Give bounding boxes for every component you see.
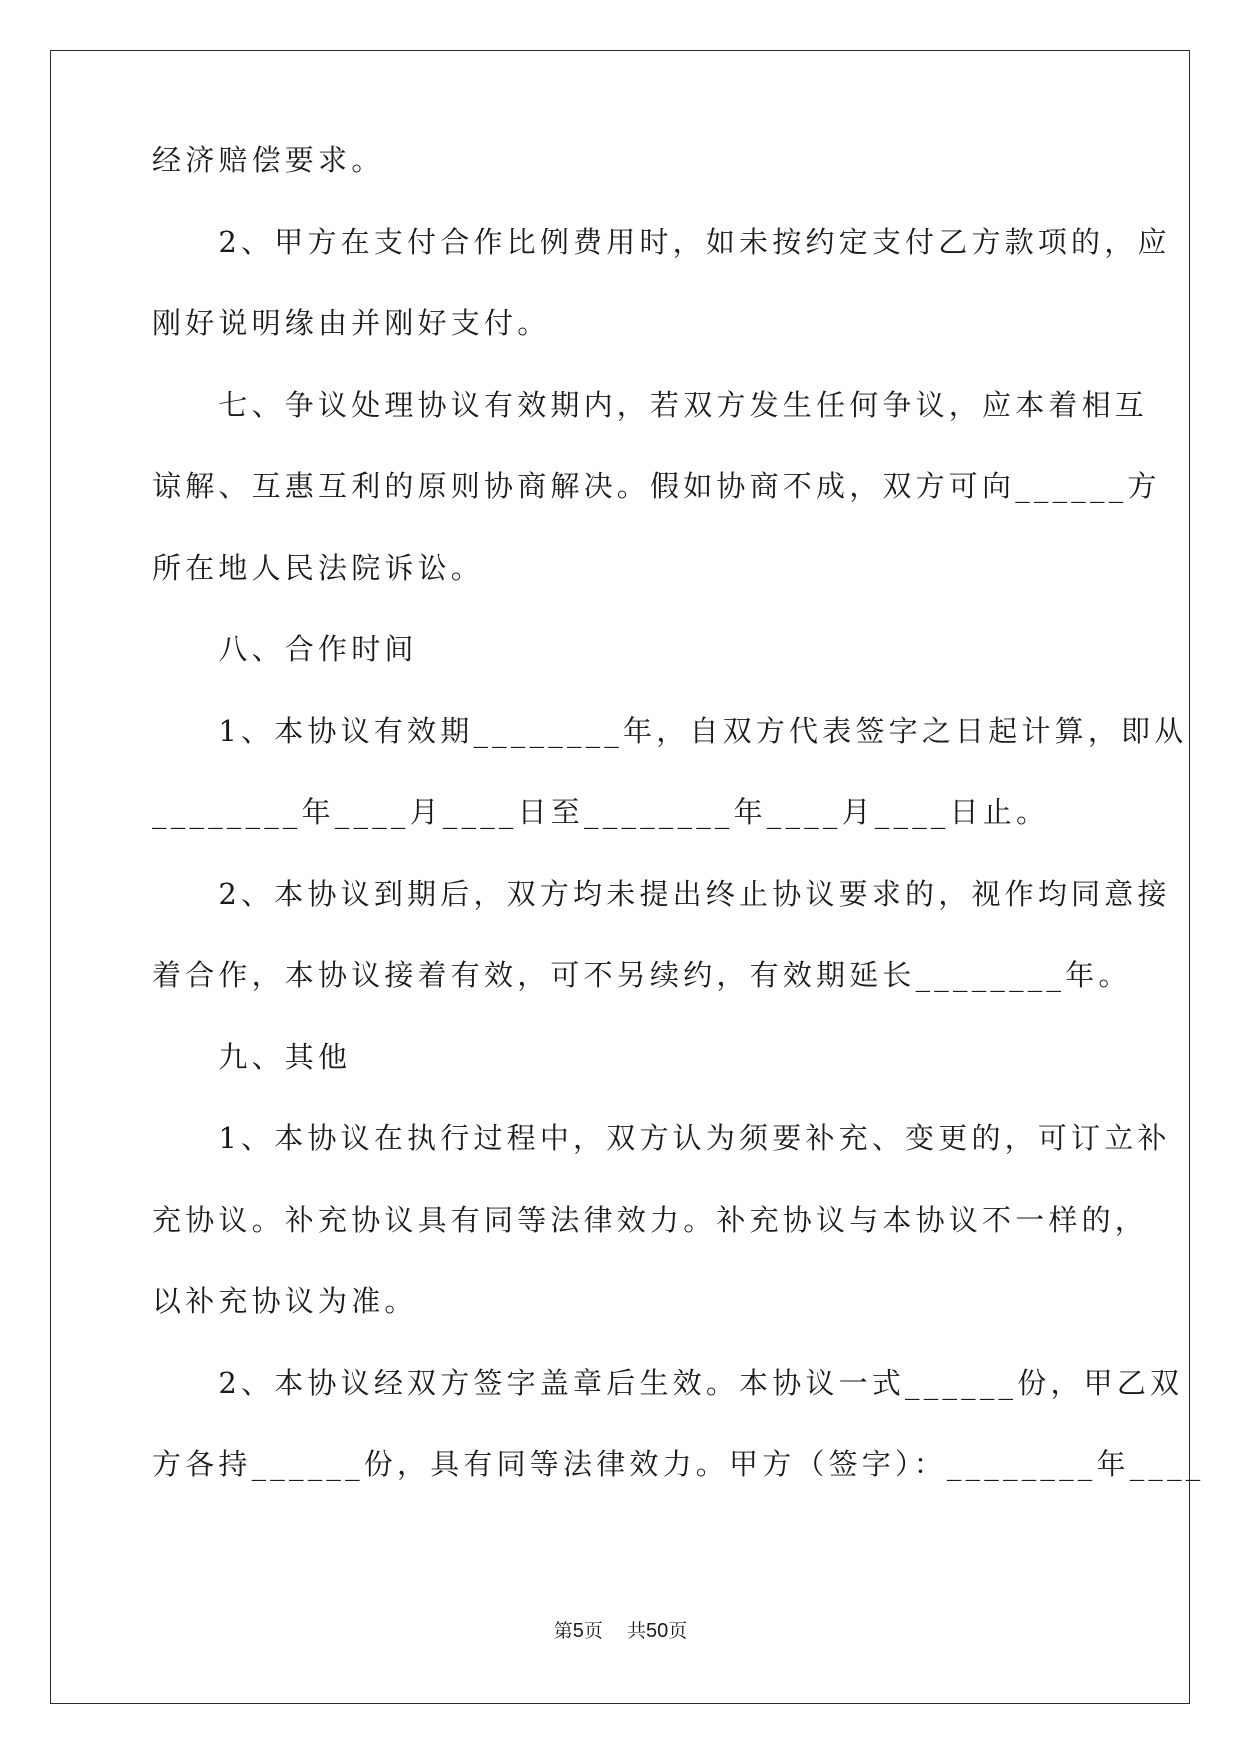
document-body (152, 143, 1205, 1506)
text-line: 2、甲方在支付合作比例费用时，如未按约定支付乙方款项的，应 (152, 224, 1171, 259)
text-line: ________年____月____日至________年____月____日止。 (152, 795, 1050, 829)
text-line: 谅解、互惠互利的原则协商解决。假如协商不成，双方可向______方 (152, 469, 1161, 503)
text-line: 七、争议处理协议有效期内，若双方发生任何争议，应本着相互 (152, 387, 1149, 422)
page-total: 50 (646, 1620, 669, 1642)
text-line: 方各持______份，具有同等法律效力。甲方（签字）：________年____ (152, 1447, 1205, 1481)
page-number: 5 (572, 1620, 584, 1642)
total-prefix: 共 (627, 1620, 647, 1642)
page-prefix: 第 (553, 1620, 573, 1642)
text-line: 着合作，本协议接着有效，可不另续约，有效期延长________年。 (152, 958, 1132, 992)
text-line: 所在地人民法院诉讼。 (152, 550, 485, 585)
page-footer (0, 1616, 1241, 1643)
section-heading: 九、其他 (152, 1039, 352, 1074)
text-line: 1、本协议在执行过程中，双方认为须要补充、变更的，可订立补 (152, 1121, 1171, 1155)
text-line: 充协议。补充协议具有同等法律效力。补充协议与本协议不一样的， (152, 1202, 1149, 1237)
text-line: 1、本协议有效期________年，自双方代表签字之日起计算，即从 (152, 713, 1188, 748)
text-line: 2、本协议经双方签字盖章后生效。本协议一式______份，甲乙双 (152, 1365, 1184, 1400)
text-line: 2、本协议到期后，双方均未提出终止协议要求的，视作均同意接 (152, 876, 1171, 911)
section-heading: 八、合作时间 (152, 632, 418, 666)
page-suffix: 页 (583, 1620, 603, 1642)
total-suffix: 页 (668, 1620, 688, 1642)
text-line: 以补充协议为准。 (152, 1284, 418, 1318)
text-line: 经济赔偿要求。 (152, 143, 385, 177)
text-line: 刚好说明缘由并刚好支付。 (152, 306, 551, 340)
